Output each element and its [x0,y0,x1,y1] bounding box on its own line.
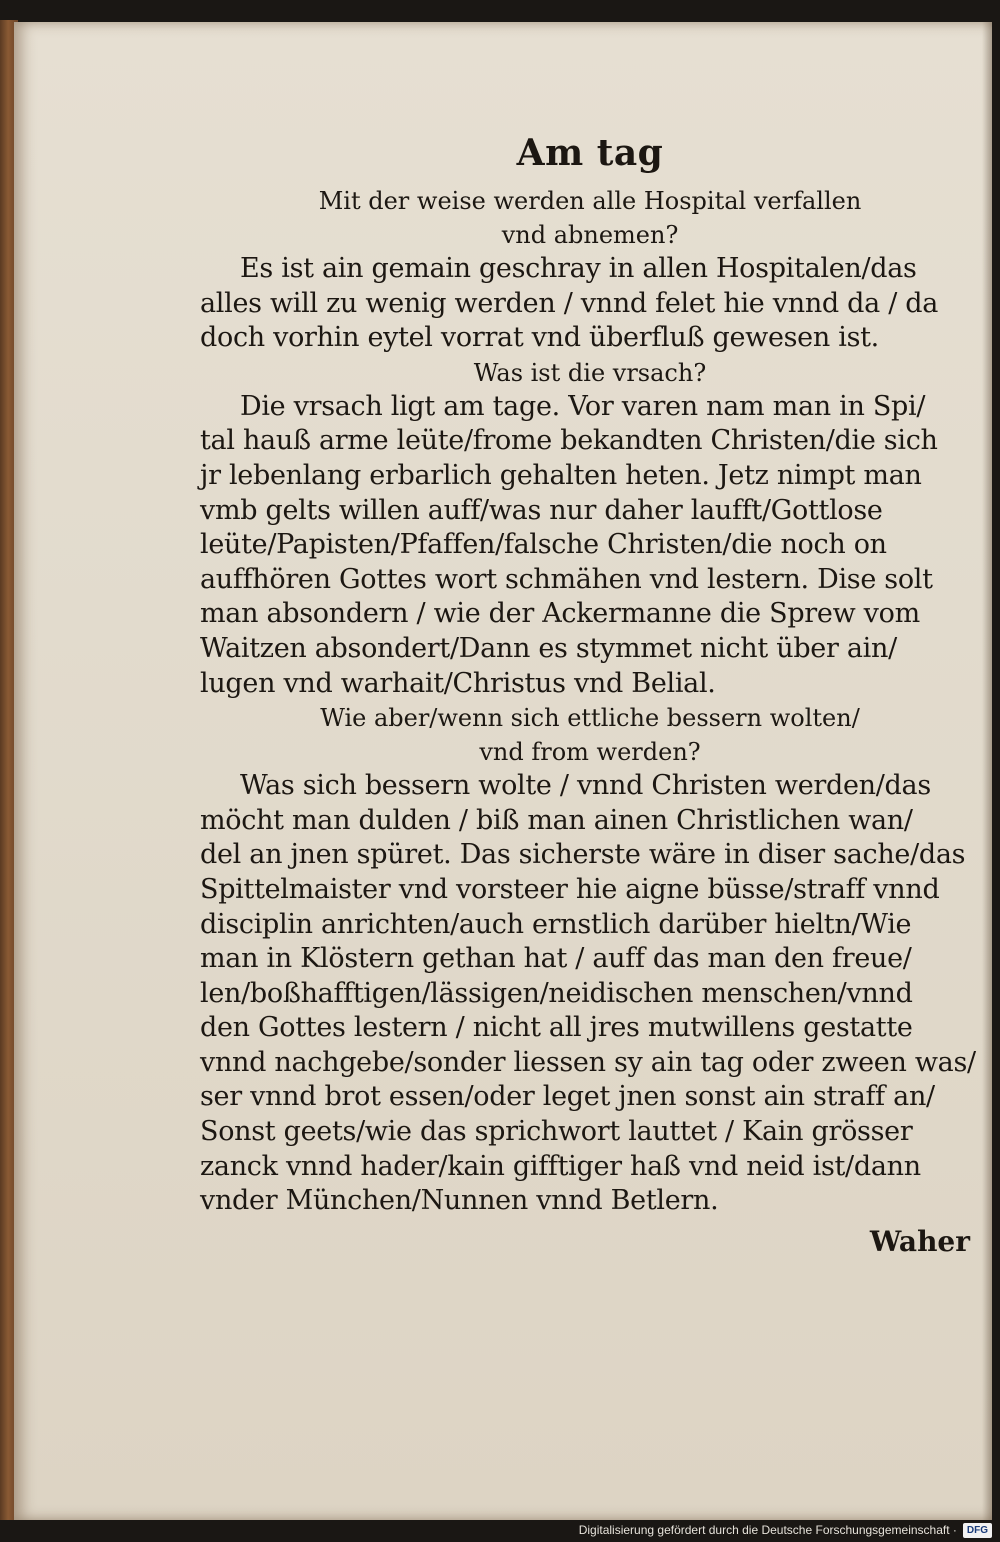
text-line: ser vnnd brot essen/oder leget jnen sonst ain straff an/ [200,1081,935,1113]
text-line: Die vrsach ligt am tage. Vor varen nam man in Spi/ [240,390,926,422]
heading-line: vnd from werden? [479,738,701,767]
text-line: vnnd nachgebe/sonder liessen sy ain tag oder zween was/ [200,1046,976,1078]
scanned-page [14,22,992,1520]
text-line: auffhören Gottes wort schmähen vnd lestern. Dise solt [200,563,933,595]
text-line: Es ist ain gemain geschray in allen Hospitalen/das [240,253,917,284]
digitization-credit [579,1520,992,1540]
text-line: man absondern / wie der Ackermanne die Sprew vom [200,598,920,630]
text-line: jr lebenlang erbarlich gehalten heten. Jetz nimpt man [200,459,922,491]
text-line: leüte/Papisten/Pfaffen/falsche Christen/die noch on [200,529,887,561]
section-heading-1 [200,184,980,252]
text-line: Waitzen absondert/Dann es stymmet nicht über ain/ [200,632,897,664]
text-line: tal hauß arme leüte/frome bekandten Christen/die sich [200,425,938,457]
text-line: man in Klöstern gethan hat / auff das man den freue/ [200,943,912,975]
text-line: Was sich bessern wolte / vnnd Christen werden/das [240,770,931,802]
text-line: zanck vnnd hader/kain gifftiger haß vnd neid ist/dann [200,1150,921,1182]
section-heading-2 [200,356,980,390]
text-line: vnder München/Nunnen vnnd Betlern. [200,1185,719,1217]
text-line: den Gottes lestern / nicht all jres mutwillens gestatte [200,1012,913,1044]
dfg-logo: DFG [963,1523,992,1538]
heading-line: Mit der weise werden alle Hospital verfallen [318,187,862,215]
running-head: Am tag [516,132,664,174]
text-line: lugen vnd warhait/Christus vnd Belial. [200,667,716,699]
text-line: vmb gelts willen auff/was nur daher laufft/Gottlose [200,494,883,526]
text-line: Sonst geets/wie das sprichwort lauttet / Kain grösser [200,1116,913,1148]
text-line: Spittelmaister vnd vorsteer hie aigne büsse/straff vnnd [200,873,940,905]
heading-line: Wie aber/wenn sich ettliche bessern wolten/ [320,704,860,733]
paragraph-3 [200,769,980,1219]
section-heading-3 [200,701,980,769]
text-line: disciplin anrichten/auch ernstlich darüber hieltn/Wie [200,908,912,940]
text-line: doch vorhin eytel vorrat vnd überfluß gewesen ist. [200,322,879,354]
credit-text: Digitalisierung gefördert durch die Deutsche Forschungsgemeinschaft · [578,1523,957,1537]
paragraph-1 [200,252,980,356]
heading-line: vnd abnemen? [501,221,679,249]
text-line: alles will zu wenig werden / vnnd felet hie vnnd da / da [200,287,939,319]
text-line: del an jnen spüret. Das sicherste wäre in diser sache/das [200,839,966,871]
paragraph-2 [200,390,980,701]
text-line: len/boßhafftigen/lässigen/neidischen menschen/vnnd [200,977,913,1009]
text-line: möcht man dulden / biß man ainen Christlichen wan/ [200,804,913,836]
catchword: Waher [869,1224,970,1258]
page-text-block [200,132,980,1258]
heading-line: Was ist die vrsach? [473,358,707,387]
